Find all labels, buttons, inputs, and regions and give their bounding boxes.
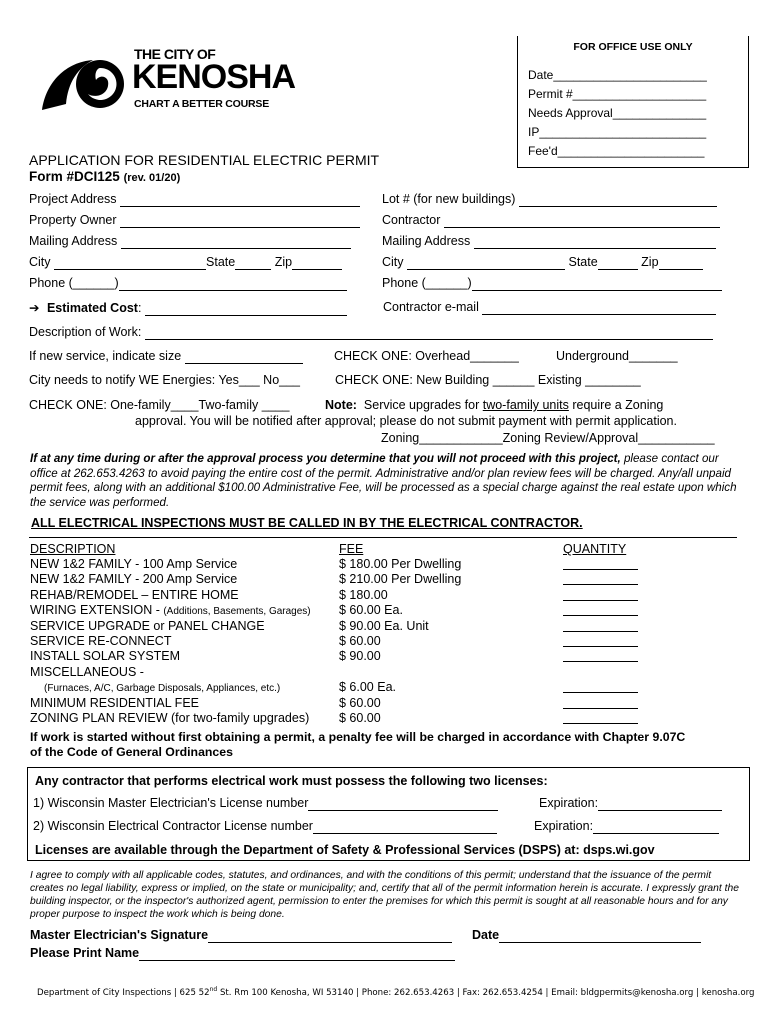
fee-row-quantity-input[interactable] (563, 680, 638, 693)
penalty-line1: If work is started without first obtaining a permit, a penalty fee will be charged in accordance with Chapter 9.07C (30, 730, 686, 744)
lot-row[interactable] (382, 192, 717, 207)
contractor-zip-input[interactable] (659, 255, 703, 270)
license-expiration1[interactable] (539, 796, 722, 811)
fee-desc-text: INSTALL SOLAR SYSTEM (30, 649, 181, 663)
divider-line (29, 537, 737, 538)
office-use-box (517, 36, 749, 168)
print-name-row[interactable] (30, 946, 455, 961)
master-license-input[interactable] (308, 796, 498, 811)
fee-row-quantity-input[interactable] (563, 649, 638, 662)
contractor-phone-row[interactable] (382, 276, 722, 291)
fee-desc-text: SERVICE RE-CONNECT (30, 634, 172, 648)
fee-row-amount: $ 180.00 Per Dwelling (339, 557, 462, 571)
fee-row-quantity-input[interactable] (563, 572, 638, 585)
footer-pre: Department of City Inspections | 625 52 (37, 987, 210, 998)
inspections-notice: ALL ELECTRICAL INSPECTIONS MUST BE CALLED IN BY THE ELECTRICAL CONTRACTOR. (31, 516, 583, 530)
contractor-state-input[interactable] (598, 255, 638, 270)
contractor-license-label: 2) Wisconsin Electrical Contractor License number (33, 819, 313, 833)
check-building-row[interactable]: CHECK ONE: New Building ______ Existing ________ (335, 373, 641, 387)
expiration-input-2[interactable] (593, 819, 719, 834)
contractor-email-input[interactable] (482, 300, 716, 315)
estimated-cost-row[interactable]: ➔ Estimated Cost: (29, 300, 347, 316)
lot-label: Lot # (for new buildings) (382, 192, 516, 206)
logo-line2: KENOSHA (132, 58, 296, 96)
logo-line1: THE CITY OF (134, 46, 216, 62)
owner-zip-label: Zip (274, 255, 293, 269)
fee-row-amount: $ 60.00 Ea. (339, 603, 403, 617)
fee-row-quantity-input[interactable] (563, 603, 638, 616)
city-logo (38, 46, 296, 118)
footer-sup: nd (209, 986, 218, 993)
fee-row-quantity-input[interactable] (563, 634, 638, 647)
note-text2: require a Zoning (572, 398, 664, 412)
print-name-input[interactable] (139, 946, 455, 961)
fee-row-description (44, 680, 280, 694)
owner-state-input[interactable] (235, 255, 271, 270)
warning-rest-text: please contact our office at 262.653.4263 to avoid paying the entire cost of the permit. Administrative and/or plan review fees will be charged. Any/all unpaid permit fees, along with an additional $100.00 Administrative Fee, will be processed as a special charge against the real estate upon which the service was performed. (30, 452, 737, 509)
fee-desc-detail: (Additions, Basements, Garages) (163, 606, 311, 617)
new-service-input[interactable] (185, 349, 303, 364)
warning-bold-text: If at any time during or after the approval process you determine that you will not proceed with this project, (30, 452, 621, 465)
office-needs-approval-field[interactable]: Needs Approval______________ (528, 106, 707, 120)
project-address-label: Project Address (29, 192, 117, 206)
owner-phone-input[interactable] (119, 276, 347, 291)
form-number-text: Form #DCI125 (29, 169, 120, 184)
new-service-label: If new service, indicate size (29, 349, 182, 363)
note-label: Note: (325, 398, 357, 412)
fee-row-description (30, 665, 144, 679)
fee-row-description (30, 588, 239, 602)
fee-desc-text: SERVICE UPGRADE or PANEL CHANGE (30, 619, 265, 633)
owner-city-label: City (29, 255, 51, 269)
fee-desc-text: NEW 1&2 FAMILY - 200 Amp Service (30, 572, 238, 586)
license-item1[interactable] (33, 796, 498, 811)
signature-label: Master Electrician's Signature (30, 928, 209, 942)
license-box (27, 767, 750, 861)
note-line2: approval. You will be notified after approval; please do not submit payment with permit application. (135, 414, 677, 428)
penalty-line2: of the Code of General Ordinances (30, 745, 233, 759)
estimated-cost-label: Estimated Cost (46, 301, 138, 315)
zoning-row[interactable]: Zoning____________Zoning Review/Approval___________ (381, 431, 715, 445)
signature-input[interactable] (208, 928, 452, 943)
fee-desc-text: MISCELLANEOUS - (30, 665, 144, 679)
we-energies-row[interactable]: City needs to notify WE Energies: Yes___ No___ (29, 373, 300, 387)
contractor-mailing-row[interactable] (382, 234, 716, 249)
fee-desc-text: ZONING PLAN REVIEW (for two-family upgrades) (30, 711, 310, 725)
contractor-mailing-label: Mailing Address (382, 234, 471, 248)
logo-line3: CHART A BETTER COURSE (134, 98, 270, 110)
fee-desc-detail: (Furnaces, A/C, Garbage Disposals, Appliances, etc.) (44, 683, 281, 694)
contractor-city-input[interactable] (407, 255, 565, 270)
office-use-header: FOR OFFICE USE ONLY (573, 41, 693, 53)
expiration-label-2: Expiration: (534, 819, 594, 833)
contractor-phone-label: Phone (______) (382, 276, 472, 290)
owner-state-label: State (206, 255, 236, 269)
page-title: APPLICATION FOR RESIDENTIAL ELECTRIC PERMIT (29, 152, 380, 168)
property-owner-label: Property Owner (29, 213, 117, 227)
license-header: Any contractor that performs electrical work must possess the following two licenses: (35, 774, 548, 788)
fee-desc-text: MINIMUM RESIDENTIAL FEE (30, 696, 199, 710)
fee-row-amount: $ 90.00 Ea. Unit (339, 619, 429, 633)
office-feed-field[interactable]: Fee'd______________________ (528, 144, 705, 158)
contractor-license-input[interactable] (313, 819, 497, 834)
lot-input[interactable] (519, 192, 717, 207)
fee-row-quantity-input[interactable] (563, 619, 638, 632)
form-revision: (rev. 01/20) (123, 172, 181, 184)
owner-mailing-row[interactable] (29, 234, 351, 249)
fee-row-description (30, 634, 171, 648)
office-date-field[interactable]: Date_______________________ (528, 68, 707, 82)
fee-row-quantity-input[interactable] (563, 557, 638, 570)
contractor-city-row[interactable] (382, 255, 703, 270)
contractor-state-label: State (568, 255, 598, 269)
contractor-city-label: City (382, 255, 404, 269)
property-owner-input[interactable] (120, 213, 360, 228)
form-number (29, 169, 180, 184)
wave-logo-icon (38, 52, 128, 120)
contractor-email-label: Contractor e-mail (383, 300, 479, 314)
fee-row-amount: $ 90.00 (339, 649, 381, 663)
fee-row-description (30, 557, 237, 571)
contractor-phone-input[interactable] (472, 276, 722, 291)
fee-desc-text: WIRING EXTENSION - (30, 603, 164, 617)
description-label: Description of Work: (29, 325, 142, 339)
page-footer (37, 986, 754, 998)
fee-header-quantity: QUANTITY (563, 542, 627, 556)
description-row[interactable] (29, 325, 713, 340)
owner-city-input[interactable] (54, 255, 206, 270)
project-address-row[interactable] (29, 192, 360, 207)
note-underlined: two-family units (482, 398, 569, 412)
note-row (325, 398, 663, 412)
license-footer: Licenses are available through the Department of Safety & Professional Services (DSPS) at: dsps.wi.gov (35, 843, 655, 857)
fee-row-amount: $ 60.00 (339, 634, 381, 648)
fee-row-amount: $ 60.00 (339, 711, 381, 725)
fee-row-description (30, 603, 311, 617)
fee-row-quantity-input[interactable] (563, 711, 638, 724)
agreement-text: I agree to comply with all applicable codes, statutes, and ordinances, and with the conditions of this permit; understand that the issuance of the permit creates no legal liability, express or implied, on the state or municipality; and, certify that all of the permit information herein is accurate. I expressly grant the building inspector, or the inspector's authorized agent, permission to enter the premises for which this permit is sought at all reasonable hours and for any proper purpose to inspect the work which is being done. (30, 870, 739, 920)
fee-row-amount: $ 210.00 Per Dwelling (339, 572, 462, 586)
fee-row-amount: $ 6.00 Ea. (339, 680, 396, 694)
fee-row-description (30, 619, 265, 633)
fee-header-fee: FEE (339, 542, 364, 556)
fee-header-description: DESCRIPTION (30, 542, 116, 556)
contractor-email-row[interactable] (383, 300, 716, 315)
owner-zip-input[interactable] (292, 255, 342, 270)
contractor-mailing-input[interactable] (474, 234, 716, 249)
fee-row-description (30, 711, 309, 725)
office-ip-field[interactable]: IP_________________________ (528, 125, 707, 139)
owner-city-row[interactable] (29, 255, 342, 270)
owner-phone-label: Phone (______) (29, 276, 119, 290)
fee-row-amount: $ 60.00 (339, 696, 381, 710)
signature-date-label: Date (472, 928, 500, 942)
license-item2[interactable] (33, 819, 497, 834)
check-underground-option[interactable]: Underground_______ (556, 349, 678, 363)
contractor-label: Contractor (382, 213, 441, 227)
check-overhead-option[interactable]: CHECK ONE: Overhead_______ (334, 349, 519, 363)
master-license-label: 1) Wisconsin Master Electrician's License number (33, 796, 309, 810)
contractor-input[interactable] (444, 213, 720, 228)
estimated-cost-input[interactable] (145, 301, 347, 316)
check-family-row[interactable]: CHECK ONE: One-family____Two-family ____ (29, 398, 290, 412)
new-service-row[interactable] (29, 349, 303, 364)
fee-row-amount: $ 180.00 (339, 588, 388, 602)
description-input[interactable] (145, 325, 713, 340)
owner-mailing-label: Mailing Address (29, 234, 118, 248)
signature-row[interactable] (30, 928, 452, 943)
contractor-zip-label: Zip (641, 255, 659, 269)
license-expiration2[interactable] (534, 819, 719, 834)
owner-phone-row[interactable] (29, 276, 347, 291)
fee-desc-text: REHAB/REMODEL – ENTIRE HOME (30, 588, 239, 602)
print-name-label: Please Print Name (30, 946, 140, 960)
note-text1: Service upgrades for (363, 398, 480, 412)
footer-post: St. Rm 100 Kenosha, WI 53140 | Phone: 262.653.4263 | Fax: 262.653.4254 | Email: bldgpermits@kenosha.org | kenosha.org (217, 987, 755, 998)
fee-row-quantity-input[interactable] (563, 696, 638, 709)
fee-row-quantity-input[interactable] (563, 588, 638, 601)
owner-mailing-input[interactable] (121, 234, 351, 249)
arrow-right-icon: ➔ (29, 301, 40, 315)
property-owner-row[interactable] (29, 213, 360, 228)
signature-date-row[interactable] (472, 928, 701, 943)
office-permit-field[interactable]: Permit #____________________ (528, 87, 707, 101)
fee-row-description (30, 696, 199, 710)
withdrawal-warning (30, 452, 740, 510)
expiration-label-1: Expiration: (539, 796, 599, 810)
fee-row-description (30, 572, 237, 586)
contractor-row[interactable] (382, 213, 720, 228)
project-address-input[interactable] (120, 192, 360, 207)
expiration-input-1[interactable] (598, 796, 722, 811)
fee-desc-text: NEW 1&2 FAMILY - 100 Amp Service (30, 557, 238, 571)
fee-row-description (30, 649, 180, 663)
signature-date-input[interactable] (499, 928, 701, 943)
